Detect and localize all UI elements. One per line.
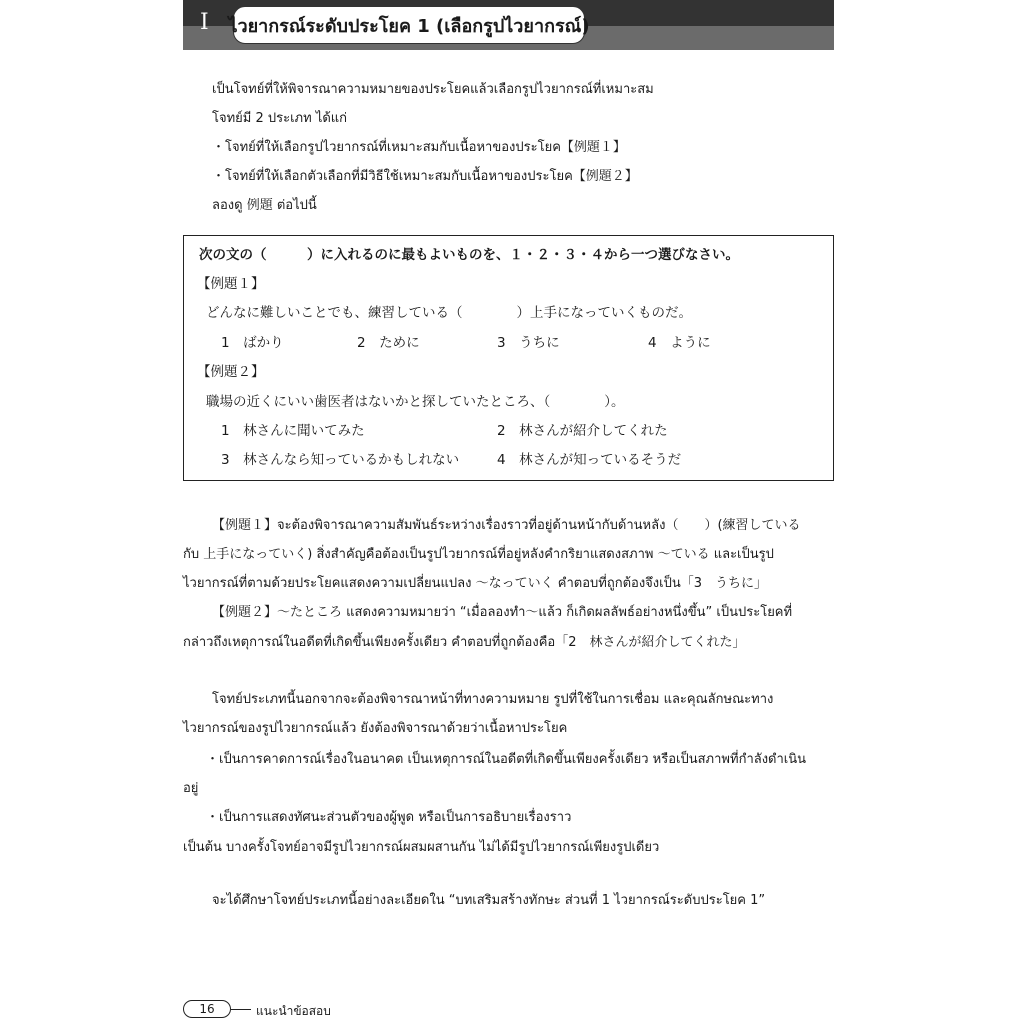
example-1-option-1: 1 ばかり [221,335,284,351]
example-2-option-1: 1 林さんに聞いてみた [221,423,365,439]
notes-paragraph-2: เป็นต้น บางครั้งโจทย์อาจมีรูปไวยากรณ์ผสมผสานกัน ไม่ได้มีรูปไวยากรณ์เพียงรูปเดียว [183,840,660,855]
page-number: 16 [183,1000,231,1018]
notes-paragraph-3: จะได้ศึกษาโจทย์ประเภทนี้อย่างละเอียดใน “บทเสริมสร้างทักษะ ส่วนที่ 1 ไวยากรณ์ระดับประโยค 1” [212,893,766,908]
footer-label: แนะนำข้อสอบ [256,1004,331,1018]
intro-see-line: ลองดู 例題 ต่อไปนี้ [212,198,317,213]
example-1-option-4: 4 ように [648,335,711,351]
explanation-1-line-2: กับ 上手になっていく) สิ่งสำคัญคือต้องเป็นรูปไวยากรณ์ที่อยู่หลังคำกริยาแสดงสภาพ ～ている และเป็นรูป [183,547,774,562]
intro-line-2: โจทย์มี 2 ประเภท ได้แก่ [212,111,348,126]
example-1-option-2: 2 ために [357,335,420,351]
exercise-instruction: 次の文の（ ）に入れるのに最もよいものを、１・２・３・４から一つ選びなさい。 [199,247,739,263]
exercise-box [183,235,834,481]
footer-divider [231,1009,251,1010]
example-1-option-3: 3 うちに [497,335,560,351]
intro-bullet-1: ・โจทย์ที่ให้เลือกรูปไวยากรณ์ที่เหมาะสมกับเนื้อหาของประโยค【例題１】 [212,140,626,155]
example-2-option-3: 3 林さんなら知っているかもしれない [221,452,460,468]
example-2-label: 【例題２】 [197,364,265,380]
intro-line-1: เป็นโจทย์ที่ให้พิจารณาความหมายของประโยคแล้วเลือกรูปไวยากรณ์ที่เหมาะสม [212,82,654,97]
example-2-sentence: 職場の近くにいい歯医者はないかと探していたところ、（ ）。 [206,394,625,410]
example-2-option-4: 4 林さんが知っているそうだ [497,452,682,468]
example-2-option-2: 2 林さんが紹介してくれた [497,423,668,439]
notes-paragraph-1-line-2: ไวยากรณ์ของรูปไวยากรณ์แล้ว ยังต้องพิจารณาด้วยว่าเนื้อหาประโยค [183,721,568,736]
example-1-label: 【例題１】 [197,276,265,292]
intro-bullet-2: ・โจทย์ที่ให้เลือกตัวเลือกที่มีวิธีใช้เหมาะสมกับเนื้อหาของประโยค【例題２】 [212,169,638,184]
notes-bullet-1-line-2: อยู่ [183,781,199,796]
notes-paragraph-1-line-1: โจทย์ประเภทนี้นอกจากจะต้องพิจารณาหน้าที่ทางความหมาย รูปที่ใช้ในการเชื่อม และคุณลักษณะทาง [212,692,774,707]
notes-bullet-2: ・เป็นการแสดงทัศนะส่วนตัวของผู้พูด หรือเป็นการอธิบายเรื่องราว [206,810,572,825]
section-numeral: I [200,10,209,35]
explanation-2-line-2: กล่าวถึงเหตุการณ์ในอดีตที่เกิดขึ้นเพียงครั้งเดียว คำตอบที่ถูกต้องคือ「2 林さんが紹介してくれた」 [183,635,746,650]
page-title: ไวยากรณ์ระดับประโยค 1 (เลือกรูปไวยากรณ์) [233,6,585,44]
explanation-1-line-3: ไวยากรณ์ที่ตามด้วยประโยคแสดงความเปลี่ยนแปลง ～なっていく คำตอบที่ถูกต้องจึงเป็น「3 うちに」 [183,576,767,591]
notes-bullet-1-line-1: ・เป็นการคาดการณ์เรื่องในอนาคต เป็นเหตุการณ์ในอดีตที่เกิดขึ้นเพียงครั้งเดียว หรือเป็นสภาพที่กำลังดำเนิน [206,752,807,767]
explanation-1-line-1: 【例題１】จะต้องพิจารณาความสัมพันธ์ระหว่างเรื่องราวที่อยู่ด้านหน้ากับด้านหลัง（ ）(練習している [212,518,801,533]
explanation-2-line-1: 【例題２】～たところ แสดงความหมายว่า “เมื่อลองทำ～แล้ว ก็เกิดผลลัพธ์อย่างหนึ่งขึ้น” เป็นประโยคที่ [212,605,793,620]
example-1-sentence: どんなに難しいことでも、練習している（ ）上手になっていくものだ。 [206,305,692,321]
